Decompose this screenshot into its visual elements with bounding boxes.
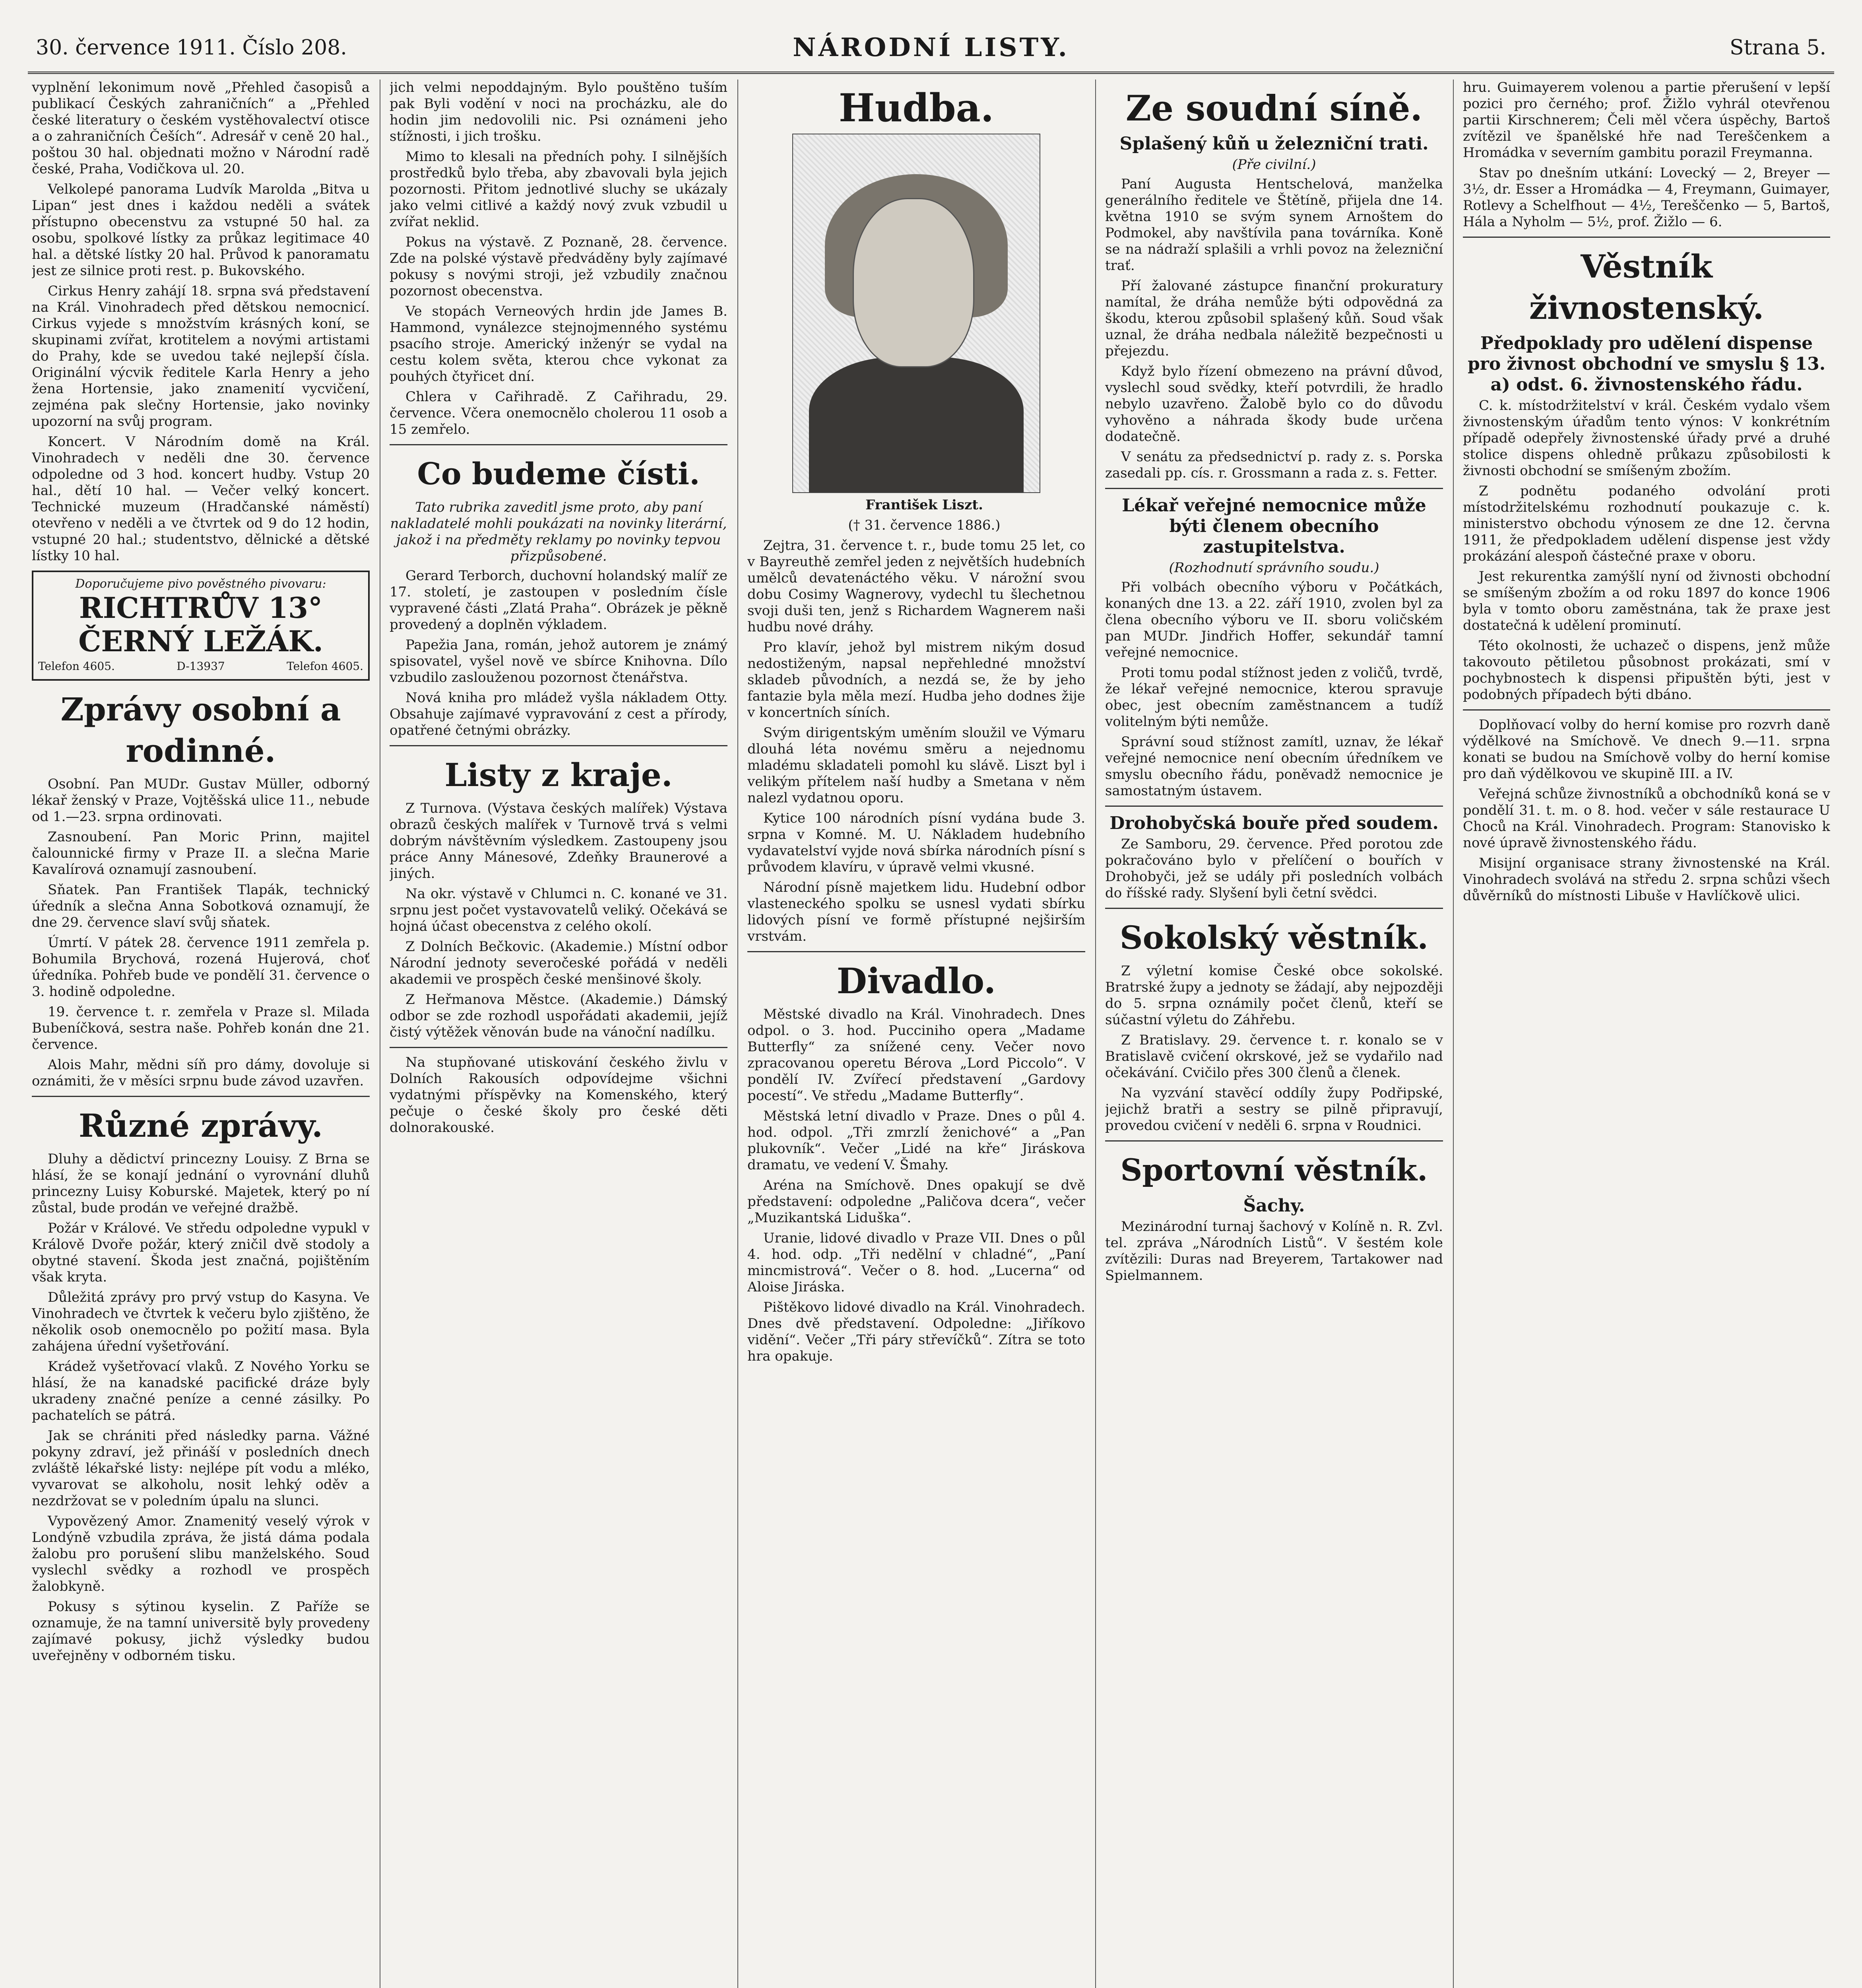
article-paragraph: Pokus na výstavě. Z Poznaně, 28. července. Zde na polské výstavě předváděny byly zajímavé pokusy s novými stroji, jež vzbudily značnou pozornost obecenstva.: [390, 234, 727, 299]
article-title: Drohobyčská bouře před soudem.: [1109, 813, 1439, 833]
portrait-face: [853, 198, 974, 367]
article-paragraph: Městská letní divadlo v Praze. Dnes o půl 4. hod. odpol. „Tři zmrzlí ženichové“ a „Pan plukovník“. Večer „Lidé na kře“ Jiráskova dramatu, ve vedení V. Šmahy.: [747, 1108, 1085, 1173]
ad-phone-left: Telefon 4605.: [38, 660, 115, 673]
page-header: [28, 28, 1834, 74]
article-paragraph: Proti tomu podal stížnost jeden z voličů, tvrdě, že lékař veřejné nemocnice, kterou spravuje obec, jest obecním zaměstnancem a tudíž volitelným býti nemůže.: [1105, 665, 1443, 730]
article-paragraph: Velkolepé panorama Ludvík Marolda „Bitva u Lipan“ jest dnes i každou neděli a svátek přístupno obecenstvu za vstupné 50 hal. za osobu, spolkové lístky za průkaz legitimace 40 hal. a dětské lístky 20 hal. Průvod k panoramatu jest ze silnice proti rest. p. Bukovského.: [32, 181, 370, 279]
section-title-misc: Různé zprávy.: [79, 1107, 323, 1144]
article-paragraph: Paní Augusta Hentschelová, manželka generálního ředitele ve Štětíně, přijela dne 14. května 1910 se svým synem Arnoštem do Podmokel, aby navštívila pana továrníka. Koně se na nádraží splašili a vrhli povoz na železniční trať.: [1105, 176, 1443, 274]
article-paragraph: Svým dirigentským uměním sloužil ve Výmaru dlouhá léta novému směru a nejednomu mladému skladateli pomohl ku slávě. Liszt byl i velikým přítelem naší hudby a Smetana v něm nalezl vydatnou oporu.: [747, 725, 1085, 806]
page-number: Strana 5.: [1729, 36, 1826, 60]
article-paragraph: jich velmi nepoddajným. Bylo pouštěno tuším pak Byli vodění v noci na procházku, ale do hodin jim nedovolili nic. Psi oznámeni jeho stížnosti, i jich trošku.: [390, 80, 727, 144]
column-1: [32, 80, 370, 1988]
portrait-coat: [809, 357, 1024, 492]
column-5: [1463, 80, 1830, 1988]
article-paragraph: Sňatek. Pan František Tlapák, technický úředník a slečna Anna Sobotková oznamují, že dne 29. července slaví svůj sňatek.: [32, 882, 370, 930]
divider: [1105, 488, 1443, 489]
divider: [1105, 806, 1443, 807]
section-title-trade: Věstník živnostenský.: [1529, 248, 1764, 326]
article-paragraph: Uranie, lidové divadlo v Praze VII. Dnes o půl 4. hod. odp. „Tři nedělní v chladné“, „Paní mincmistrová“. Večer o 8. hod. „Lucerna“ od Aloise Jiráska.: [747, 1230, 1085, 1295]
article-paragraph: Pro klavír, jehož byl mistrem nikým dosud nedostiženým, napsal nepřehledné množství skladeb původních, a nezdá se, že by jeho fantazie byla měla mezí. Hudba jeho dodnes žije v koncertních síních.: [747, 639, 1085, 720]
article-paragraph: Koncert. V Národním domě na Král. Vinohradech v neděli dne 30. července odpoledne od 3 hod. koncert hudby. Vstup 20 hal., dětí 10 hal. — Večer velký koncert. Technické muzeum (Hradčanské náměstí) otevřeno v neděli a ve čtvrtek od 9 do 12 hodin, vstupné 20 hal.; studentstvo, dělnické a dětské lístky 10 hal.: [32, 434, 370, 564]
divider: [1105, 908, 1443, 909]
column-3: [747, 80, 1085, 1988]
article-paragraph: Ve stopách Verneových hrdin jde James B. Hammond, vynálezce stejnojmenného systému psacího stroje. Americký inženýr se vydal na cestu kolem světa, kterou chce vykonat za pouhých čtyřicet dní.: [390, 303, 727, 384]
section-title-theatre: Divadlo.: [836, 960, 996, 1002]
article-paragraph: V senátu za předsednictví p. rady z. s. Porska zasedali pp. cís. r. Grossmann a rada z. s. Fetter.: [1105, 449, 1443, 481]
article-paragraph: Misijní organisace strany živnostenské na Král. Vinohradech svolává na středu 2. srpna schůzi všech důvěrníků do místnosti Libuše v Havlíčkově ulici.: [1463, 855, 1830, 904]
article-paragraph: Z Dolních Bečkovic. (Akademie.) Místní odbor Národní jednoty severočeské pořádá v neděli akademii ve prospěch české menšinové školy.: [390, 939, 727, 987]
article-paragraph: Dluhy a dědictví princezny Louisy. Z Brna se hlásí, že se konají jednání o vyrovnání dluhů princezny Luisy Koburské. Majetek, který po ní zůstal, bude prodán ve veřejné dražbě.: [32, 1151, 370, 1216]
article-paragraph: Pří žalované zástupce finanční prokuratury namítal, že dráha nemůže býti odpovědná za škodu, kterou způsobil splašený kůň. Soud však uznal, že dráha nedbala náležitě bezpečnosti u přejezdu.: [1105, 278, 1443, 359]
article-paragraph: Správní soud stížnost zamítl, uznav, že lékař veřejné nemocnice není obecním úředníkem ve smyslu obecního řádu, poněvadž nemocnice je samostatným ústavem.: [1105, 734, 1443, 799]
section-title-personal: Zprávy osobní a rodinné.: [60, 691, 341, 769]
article-paragraph: Zejtra, 31. července t. r., bude tomu 25 let, co v Bayreuthě zemřel jeden z největších hudebních umělců devatenáctého věku. V nárožní svou dobu Cosimy Wagnerovy, vydechl tu šlechetnou svoji duši ten, jenž s Richardem Wagnerem naši hudbu nové dráhy.: [747, 538, 1085, 635]
portrait-caption-date: († 31. července 1886.): [848, 517, 1001, 533]
column-4: [1105, 80, 1443, 1988]
article-paragraph: Stav po dnešním utkání: Lovecký — 2, Breyer — 3½, dr. Esser a Hromádka — 4, Freymann, Guimayer, Rotlevy a Schelfhout — 4½, Tereščenko — 5, Bartoš, Hála a Nyholm — 5½, prof. Žižlo — 6.: [1463, 165, 1830, 230]
ad-phone-right: Telefon 4605.: [287, 660, 363, 673]
article-paragraph: Této okolnosti, že uchazeč o dispens, jenž může takovouto pětiletou působnost prokázati, smí v pochybnostech k dispensi připuštěn býti, jest v podobných případech býti dbáno.: [1463, 638, 1830, 703]
notice-paragraph: Na stupňované utiskování českého živlu v Dolních Rakousích odpovídejme všichni vydatnými příspěvky na Komenského, který pečuje o české školy pro české děti dolnorakouské.: [390, 1054, 727, 1136]
article-title: Šachy.: [1243, 1196, 1305, 1216]
article-paragraph: Z Heřmanova Městce. (Akademie.) Dámský odbor se zde rozhodl uspořádati akademii, jejíž čistý výtěžek věnován bude na vánoční nadílku.: [390, 992, 727, 1040]
divider: [32, 1096, 370, 1097]
article-paragraph: Osobní. Pan MUDr. Gustav Müller, odborný lékař ženský v Praze, Vojtěšská ulice 11., nebude od 1.—23. srpna ordinovati.: [32, 776, 370, 825]
divider: [1463, 237, 1830, 238]
article-paragraph: Ze Samboru, 29. července. Před porotou zde pokračováno bylo v přelíčení o bouřích v Drohobyči, jež se udály při posledních volbách do říšské rady. Slyšení byli četní svědci.: [1105, 836, 1443, 901]
article-title: Splašený kůň u železniční trati.: [1119, 134, 1429, 154]
article-paragraph: Z Bratislavy. 29. července t. r. konalo se v Bratislavě cvičení okrskové, jež se vydařilo nad očekávání. Cvičilo přes 300 členů a členek.: [1105, 1032, 1443, 1081]
divider: [1463, 709, 1830, 711]
divider: [390, 1047, 727, 1048]
column-2: [390, 80, 727, 1988]
article-paragraph: Na vyzvání stavěcí oddíly župy Podřipské, jejichž bratři a sestry se pilně připravují, provedou cvičení v neděli 6. srpna v Roudnici.: [1105, 1085, 1443, 1134]
article-paragraph: Krádež vyšetřovací vlaků. Z Nového Yorku se hlásí, že na kanadské pacifické dráze byly ukradeny značné peníze a cenné zásilky. Po pachatelích se pátrá.: [32, 1359, 370, 1423]
portrait-caption: František Liszt.: [865, 497, 983, 513]
article-paragraph: Pištěkovo lidové divadlo na Král. Vinohradech. Dnes dvě představení. Odpoledne: „Jiříkovo vidění“. Večer „Tři páry střevíčků“. Zítra se toto hra opakuje.: [747, 1299, 1085, 1364]
article-paragraph: Mezinárodní turnaj šachový v Kolíně n. R. Zvl. tel. zpráva „Národních Listů“. V šestém kole zvítězili: Duras nad Breyerem, Tartakower nad Spielmannem.: [1105, 1219, 1443, 1283]
article-paragraph: Když bylo řízení obmezeno na právní důvod, vyslechl soud svědky, kteří potvrdili, že hradlo nebylo uzavřeno. Žalobě bylo co do důvodu vyhověno a náhrada škody bude určena dodatečně.: [1105, 363, 1443, 445]
section-title-province: Listy z kraje.: [444, 756, 673, 794]
column-rule: [1453, 80, 1454, 1988]
divider: [390, 745, 727, 746]
article-paragraph: Aréna na Smíchově. Dnes opakují se dvě představení: odpoledne „Paličova dcera“, večer „Muzikantská Liduška“.: [747, 1177, 1085, 1226]
article-paragraph: C. k. místodržitelství v král. Českém vydalo všem živnostenským úřadům tento výnos: V konkrétním případě odepřely živnostenské úřady prvé a druhé stolice dispens ohledně průkazu způsobilosti k živnosti obchodní se smíšeným zbožím.: [1463, 398, 1830, 479]
section-title-music: Hudba.: [838, 85, 994, 130]
article-paragraph: Doplňovací volby do herní komise pro rozvrh daně výdělkové na Smíchově. Ve dnech 9.—11. srpna konati se budou na Smíchově volby do herní komise pro daň výdělkovou ve skupině III. a IV.: [1463, 717, 1830, 782]
article-paragraph: Cirkus Henry zahájí 18. srpna svá představení na Král. Vinohradech před dětskou nemocnicí. Cirkus vyjede s množstvím krásných koní, se skupinami zvířat, krotitelem a novými artistami do Prahy, kde se uvedou také nejlepší čísla. Originální výcvik ředitele Karla Henry a jeho žena Hortensie, jako znamenití vycvičení, zejména pak slečny Hortensie, jako novinky upozorní na svůj program.: [32, 283, 370, 429]
article-title: Lékař veřejné nemocnice může býti členem obecního zastupitelstva.: [1122, 495, 1426, 557]
article-paragraph: vyplnění lekonimum nově „Přehled časopisů a publikací Českých zahraničních“ a „Přehled české literatury o českém vystěhovalectví otisce a o zahraničních Češích“. Adresář v ceně 20 hal., poštou 30 hal. objednati možno v Národní radě české, Praha, Vodičkova ul. 20.: [32, 80, 370, 177]
column-rule: [737, 80, 738, 1988]
article-paragraph: Papežia Jana, román, jehož autorem je známý spisovatel, vyšel nově ve sbírce Knihovna. Dílo vzbudilo zaslouženou pozornost čtenářstva.: [390, 637, 727, 685]
ad-code: D-13937: [177, 660, 225, 673]
ad-tagline: Doporučujeme pivo pověstného pivovaru:: [75, 577, 326, 591]
section-title-court: Ze soudní síně.: [1125, 87, 1423, 129]
issue-date: 30. července 1911. Číslo 208.: [36, 36, 347, 60]
beer-advertisement: [32, 571, 370, 681]
ad-phones: [38, 658, 363, 674]
article-paragraph: Požár v Králové. Ve středu odpoledne vypukl v Králově Dvoře požár, který zničil dvě stodoly a obytné stavení. Škoda jest značná, pojištěním však kryta.: [32, 1220, 370, 1285]
section-subtitle: Tato rubrika zaveditl jsme proto, aby paní nakladatelé mohli poukázati na novinky literární, jakož i na předměty reklamy po novinky tepvou přizpůsobené.: [390, 499, 727, 564]
article-paragraph: Zasnoubení. Pan Moric Prinn, majitel čalounnické firmy v Praze II. a slečna Marie Kavalírová oznamují zasnoubení.: [32, 829, 370, 878]
article-paragraph: Veřejná schůze živnostníků a obchodníků koná se v pondělí 31. t. m. o 8. hod. večer v sále restaurace U Choců na Král. Vinohradech. Program: Stanovisko k nové úpravě živnostenského řádu.: [1463, 786, 1830, 851]
article-paragraph: Městské divadlo na Král. Vinohradech. Dnes odpol. o 3. hod. Pucciniho opera „Madame Butterfly“ za snížené ceny. Večer novo zpracovanou operetu Bérova „Lord Piccolo“. V pondělí IV. Zvířecí představení „Gardovy pocestí“. Ve středu „Madame Butterfly“.: [747, 1006, 1085, 1104]
article-subtitle: (Pře civilní.): [1232, 157, 1316, 173]
ad-brand: RICHTRŮV 13° ČERNÝ LEŽÁK.: [78, 591, 323, 658]
article-paragraph: Kytice 100 národních písní vydána bude 3. srpna v Komné. M. U. Nákladem hudebního vydavatelství vyjde nová sbírka národních písní s průvodem klavíru, v úpravě velmi vkusné.: [747, 810, 1085, 875]
portrait-illustration: [792, 134, 1040, 493]
article-paragraph: Jak se chrániti před následky parna. Vážné pokyny zdraví, jež přináší v posledních dnech zvláště lékařské listy: nejlépe pít vodu a mléko, vyvarovat se alkoholu, nosit lehký oděv a nezdržovat se v poledním úpalu na slunci.: [32, 1428, 370, 1509]
article-paragraph: 19. července t. r. zemřela v Praze sl. Milada Bubeníčková, sestra naše. Pohřeb konán dne 21. července.: [32, 1004, 370, 1052]
section-title-sport: Sportovní věstník.: [1120, 1152, 1428, 1188]
article-paragraph: Národní písně majetkem lidu. Hudební odbor vlasteneckého spolku se usnesl vydati sbírku lidových písní ve formě přístupné nejširším vrstvám.: [747, 879, 1085, 944]
article-paragraph: Při volbách obecního výboru v Počátkách, konaných dne 13. a 22. září 1910, zvolen byl za člena obecního výboru ve II. sboru voličském pan MUDr. Jindřich Hoffer, sekundář tamní veřejné nemocnice.: [1105, 579, 1443, 660]
article-paragraph: Na okr. výstavě v Chlumci n. C. konané ve 31. srpnu jest počet vystavovatelů veliký. Očekává se hojná účast obecenstva z celého okolí.: [390, 886, 727, 934]
newspaper-title: NÁRODNÍ LISTY.: [793, 33, 1069, 62]
article-paragraph: Z Turnova. (Výstava českých malířek) Výstava obrazů českých malířek v Turnově trvá s velmi dobrým návštěvním výsledkem. Zastoupeny jsou práce Anny Mánesové, Zdeňky Braunerové a jiných.: [390, 800, 727, 881]
article-paragraph: Vypovězený Amor. Znamenitý veselý výrok v Londýně vzbudila zpráva, že jistá dáma podala žalobu pro porušení slibu manželského. Soud vyslechl svědky a rozhodl ve prospěch žalobkyně.: [32, 1513, 370, 1594]
section-title-sokol: Sokolský věstník.: [1119, 919, 1429, 956]
article-subtitle: (Rozhodnutí správního soudu.): [1169, 560, 1379, 576]
article-paragraph: Nová kniha pro mládež vyšla nákladem Otty. Obsahuje zajímavé vypravování z cest a přírody, opatřené četnými obrázky.: [390, 690, 727, 738]
article-paragraph: Jest rekurentka zamýšlí nyní od živnosti obchodní se smíšeným zbožím a od roku 1897 do konce 1906 byla v tomto oboru zaměstnána, tak že praxe jest dostatečná k udělení prominutí.: [1463, 569, 1830, 633]
article-title: Předpoklady pro udělení dispense pro živnost obchodní ve smyslu § 13. a) odst. 6. živnostenského řádu.: [1467, 333, 1826, 395]
article-paragraph: Mimo to klesali na předních pohy. I silnějších prostředků bylo třeba, aby zbavovali byla jejich pozornosti. Přitom jednotlivé sluchy se ukázaly jako velmi citlivé a každý nový zvuk vzbudil u zvířat neklid.: [390, 149, 727, 230]
article-paragraph: hru. Guimayerem volenou a partie přerušení v lepší pozici pro černého; prof. Žižlo vyhrál otevřenou partii Kirschnerem; Čeli měl včera úspěchy, Bartoš zvítězil ve španělské hře nad Tereščenkem a Hromádka v severním gambitu porazil Freymanna.: [1463, 80, 1830, 161]
article-paragraph: Gerard Terborch, duchovní holandský malíř ze 17. století, je zastoupen v posledním čísle vypravené části „Zlatá Praha“. Obrázek je pěkně provedený a doplněn výkladem.: [390, 568, 727, 633]
article-paragraph: Důležitá zprávy pro prvý vstup do Kasyna. Ve Vinohradech ve čtvrtek k večeru bylo zjištěno, že několik osob onemocnělo po požití masa. Byla zahájena úřední vyšetřování.: [32, 1289, 370, 1354]
article-paragraph: Alois Mahr, mědni síň pro dámy, dovoluje si oznámiti, že v měsíci srpnu bude závod uzavřen.: [32, 1057, 370, 1089]
divider: [390, 444, 727, 445]
article-paragraph: Z podnětu podaného odvolání proti místodržitelskému rozhodnutí poukazuje c. k. ministerstvo obchodu výnosem ze dne 12. června 1911, že předpokladem udělení dispense jest vždy prokázání alespoň částečné praxe v oboru.: [1463, 483, 1830, 564]
article-paragraph: Úmrtí. V pátek 28. července 1911 zemřela p. Bohumila Brychová, rozená Hujerová, choť úředníka. Pohřeb bude ve pondělí 31. července o 3. hodině odpoledne.: [32, 935, 370, 1000]
section-title-reading: Co budeme čísti.: [417, 456, 700, 491]
column-rule: [1095, 80, 1096, 1988]
divider: [1105, 1140, 1443, 1142]
article-paragraph: Chlera v Cařihradě. Z Cařihradu, 29. července. Včera onemocnělo cholerou 11 osob a 15 zemřelo.: [390, 389, 727, 437]
article-paragraph: Pokusy s sýtinou kyselin. Z Paříže se oznamuje, že na tamní universitě byly provedeny zajímavé pokusy, jichž výsledky budou uveřejněny v odborném tisku.: [32, 1599, 370, 1664]
divider: [747, 951, 1085, 952]
article-paragraph: Z výletní komise České obce sokolské. Bratrské župy a jednoty se žádají, aby nejpozději do 5. srpna oznámily počet členů, kteří se súčastní výletu do Záhřebu.: [1105, 963, 1443, 1028]
